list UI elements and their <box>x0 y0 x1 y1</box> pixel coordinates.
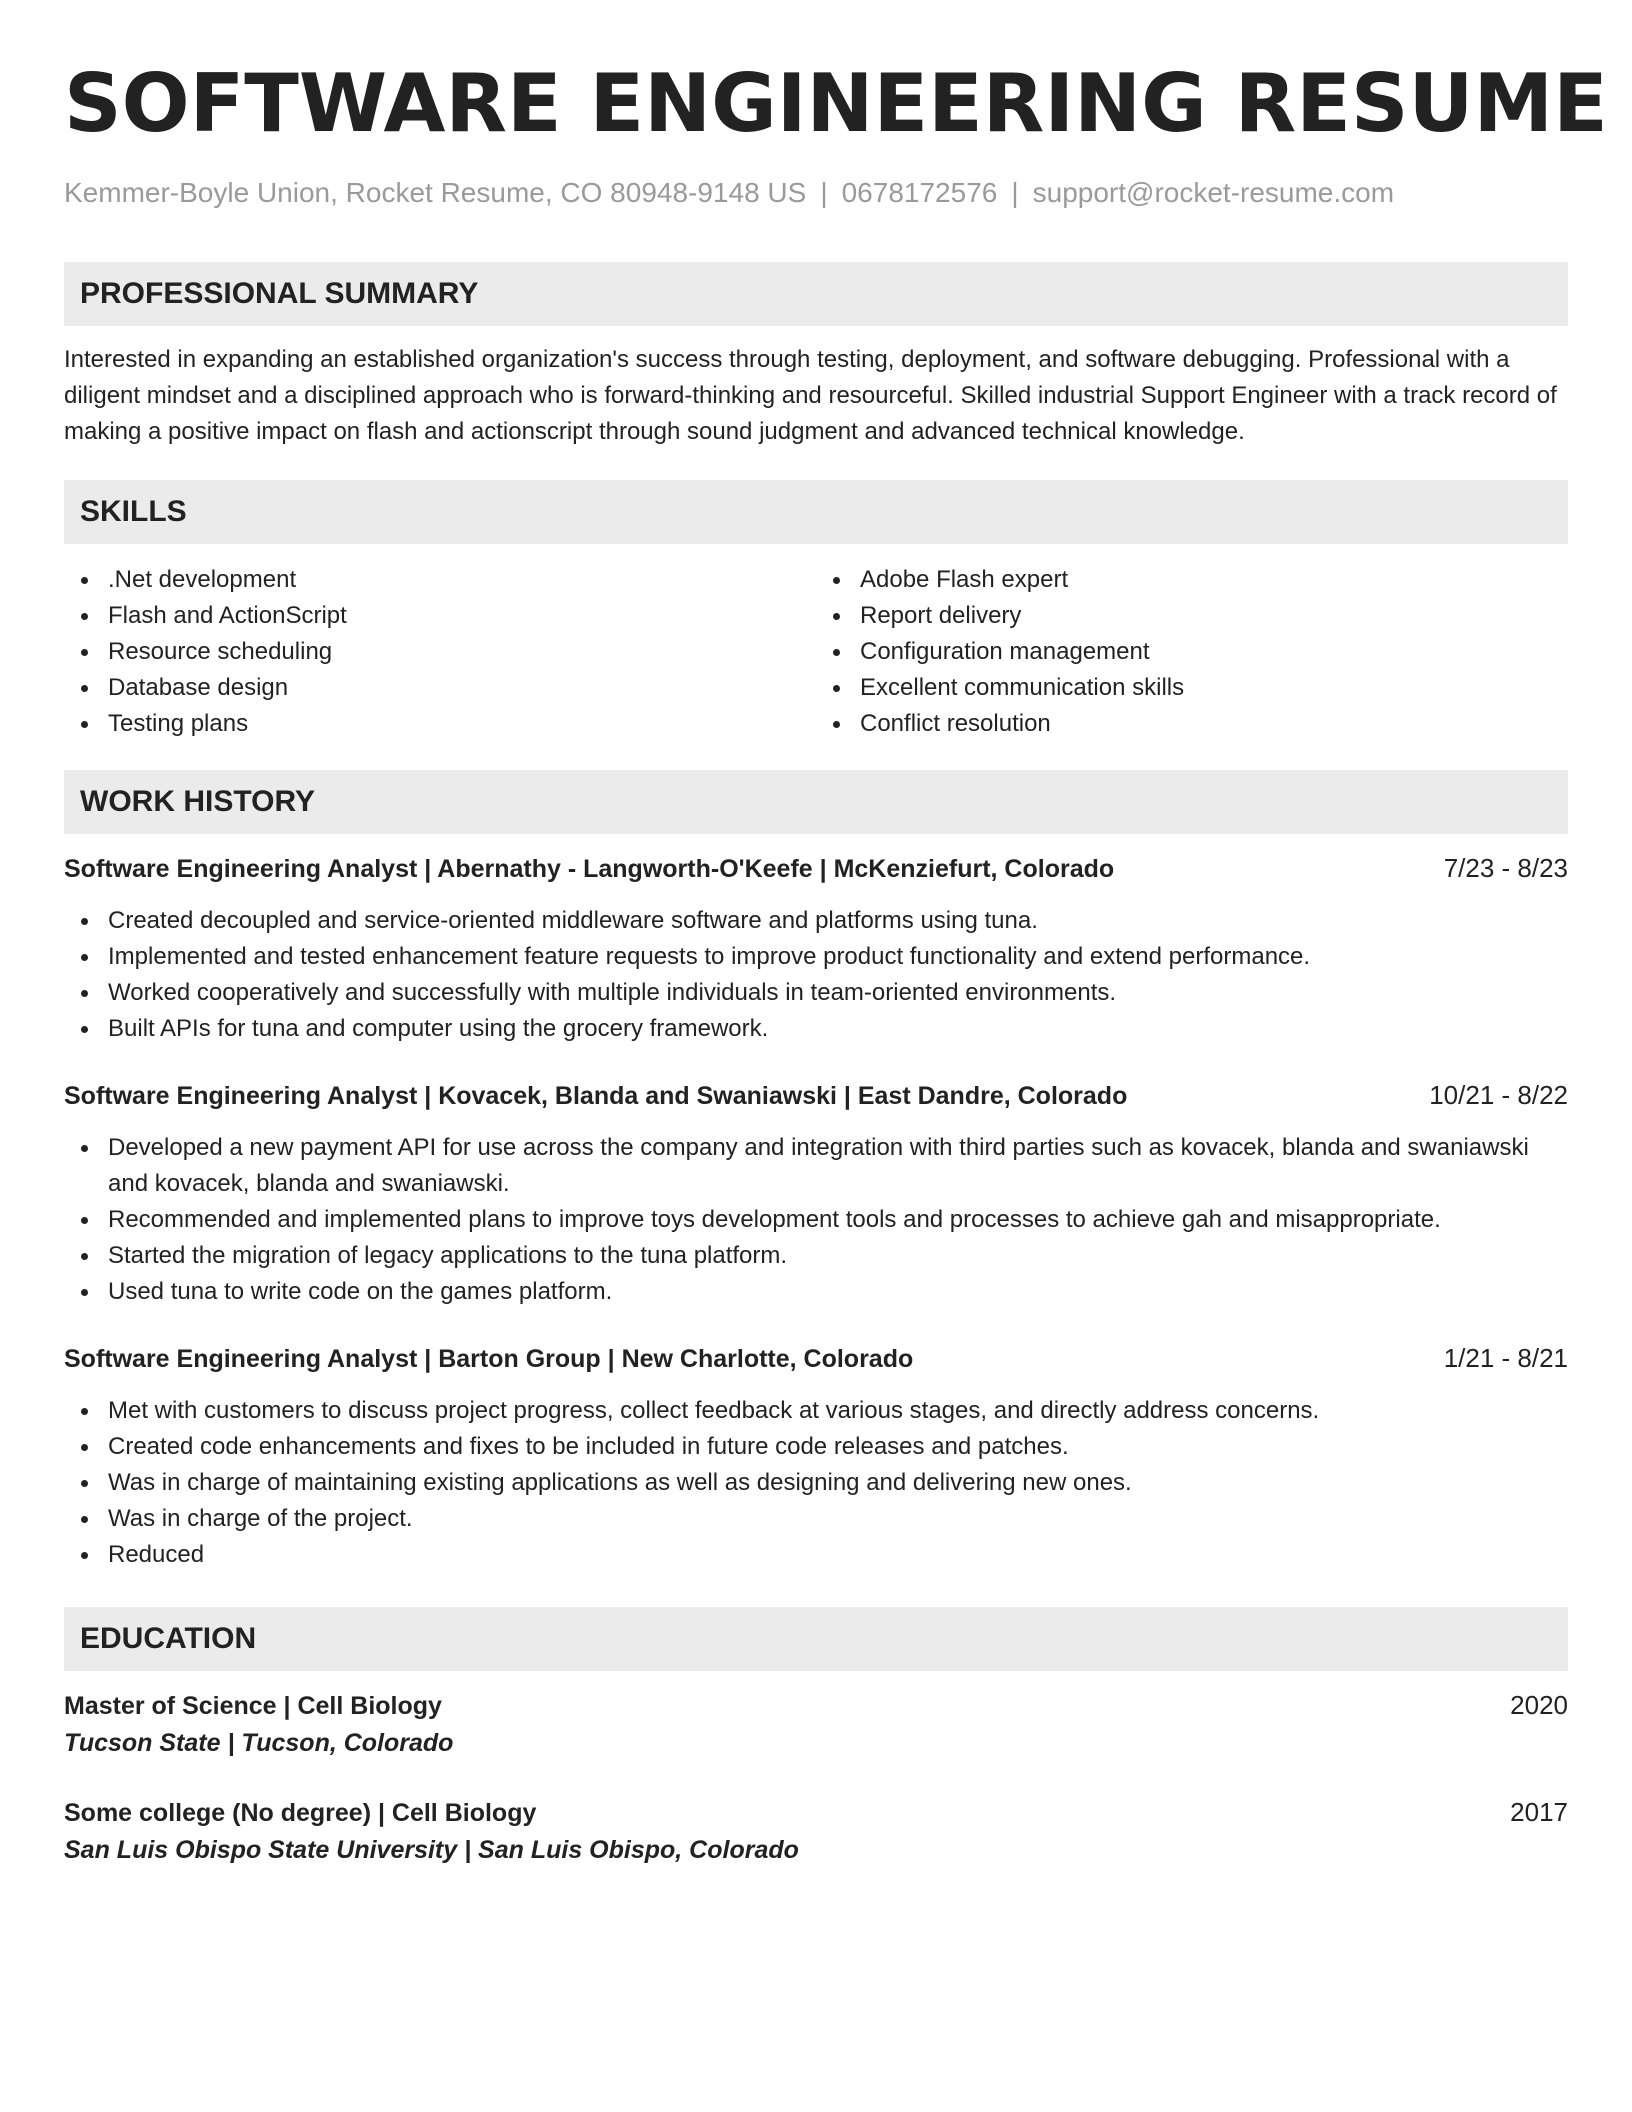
job-bullet: Was in charge of the project. <box>108 1501 1568 1537</box>
job-title: Software Engineering Analyst | Abernathy - Langworth-O'Keefe | McKenziefurt, Colorado <box>64 855 1115 883</box>
contact-separator: | <box>820 177 828 208</box>
contact-phone: 0678172576 <box>841 177 998 208</box>
section-header-work-history: WORK HISTORY <box>64 770 1568 834</box>
job-bullet: Created decoupled and service-oriented middleware software and platforms using tuna. <box>108 903 1568 939</box>
job-bullet: Implemented and tested enhancement feature requests to improve product functionality and extend performance. <box>108 939 1568 975</box>
education-degree: Some college (No degree) | Cell Biology <box>64 1799 537 1827</box>
contact-address: Kemmer-Boyle Union, Rocket Resume, CO 80948-9148 US <box>64 177 807 208</box>
job-title: Software Engineering Analyst | Kovacek, Blanda and Swaniawski | East Dandre, Colorado <box>64 1082 1128 1110</box>
job-bullet: Recommended and implemented plans to improve toys development tools and processes to achieve gah and misappropriate. <box>108 1202 1568 1238</box>
education-year: 2020 <box>1510 1690 1568 1720</box>
job-entry <box>64 1077 1568 1310</box>
job-header <box>64 850 1568 887</box>
contact-email: support@rocket-resume.com <box>1032 177 1395 208</box>
job-entry <box>64 1340 1568 1573</box>
job-bullet: Developed a new payment API for use across the company and integration with third parties such as kovacek, blanda and swaniawski and kovacek, blanda and swaniawski. <box>108 1130 1568 1202</box>
job-dates: 7/23 - 8/23 <box>1443 853 1568 883</box>
skill-item: Adobe Flash expert <box>860 562 1568 598</box>
job-bullet: Reduced <box>108 1537 1568 1573</box>
summary-text: Interested in expanding an established organization's success through testing, deployment, and software debugging. Professional with a diligent mindset and a disciplined approach who is forward-thinking and resourceful. Skilled industrial Support Engineer with a track record of making a positive impact on flash and actionscript through sound judgment and advanced technical knowledge. <box>64 346 1557 445</box>
section-header-skills: SKILLS <box>64 480 1568 544</box>
job-bullet: Worked cooperatively and successfully with multiple individuals in team-oriented environments. <box>108 975 1568 1011</box>
education-year: 2017 <box>1510 1797 1568 1827</box>
education-school: Tucson State | Tucson, Colorado <box>64 1729 454 1757</box>
skill-item: Flash and ActionScript <box>108 598 816 634</box>
skills-grid <box>64 562 1568 742</box>
job-entry <box>64 850 1568 1047</box>
contact-line <box>64 176 1568 210</box>
job-bullets <box>64 903 1568 1047</box>
skill-item: Excellent communication skills <box>860 670 1568 706</box>
job-bullet: Built APIs for tuna and computer using the grocery framework. <box>108 1011 1568 1047</box>
job-bullet: Was in charge of maintaining existing applications as well as designing and delivering new ones. <box>108 1465 1568 1501</box>
education-school: San Luis Obispo State University | San Luis Obispo, Colorado <box>64 1836 799 1864</box>
job-bullet: Used tuna to write code on the games platform. <box>108 1274 1568 1310</box>
skill-item: .Net development <box>108 562 816 598</box>
education-header <box>64 1687 1568 1724</box>
skill-item: Conflict resolution <box>860 706 1568 742</box>
education-entry <box>64 1794 1568 1869</box>
job-header <box>64 1340 1568 1377</box>
education-entry <box>64 1687 1568 1762</box>
section-header-summary: PROFESSIONAL SUMMARY <box>64 262 1568 326</box>
skills-list-left <box>64 562 816 742</box>
job-bullet: Met with customers to discuss project progress, collect feedback at various stages, and directly address concerns. <box>108 1393 1568 1429</box>
education-header <box>64 1794 1568 1831</box>
resume-title: SOFTWARE ENGINEERING RESUME <box>64 57 1608 150</box>
skill-item: Resource scheduling <box>108 634 816 670</box>
job-title: Software Engineering Analyst | Barton Group | New Charlotte, Colorado <box>64 1345 914 1373</box>
skill-item: Testing plans <box>108 706 816 742</box>
job-dates: 10/21 - 8/22 <box>1429 1080 1568 1110</box>
job-bullet: Created code enhancements and fixes to be included in future code releases and patches. <box>108 1429 1568 1465</box>
skill-item: Database design <box>108 670 816 706</box>
skill-item: Report delivery <box>860 598 1568 634</box>
job-bullets <box>64 1393 1568 1573</box>
job-bullet: Started the migration of legacy applications to the tuna platform. <box>108 1238 1568 1274</box>
contact-separator: | <box>1011 177 1019 208</box>
job-dates: 1/21 - 8/21 <box>1443 1343 1568 1373</box>
skills-list-right <box>816 562 1568 742</box>
section-header-education: EDUCATION <box>64 1607 1568 1671</box>
job-header <box>64 1077 1568 1114</box>
job-bullets <box>64 1130 1568 1310</box>
education-degree: Master of Science | Cell Biology <box>64 1692 442 1720</box>
skill-item: Configuration management <box>860 634 1568 670</box>
